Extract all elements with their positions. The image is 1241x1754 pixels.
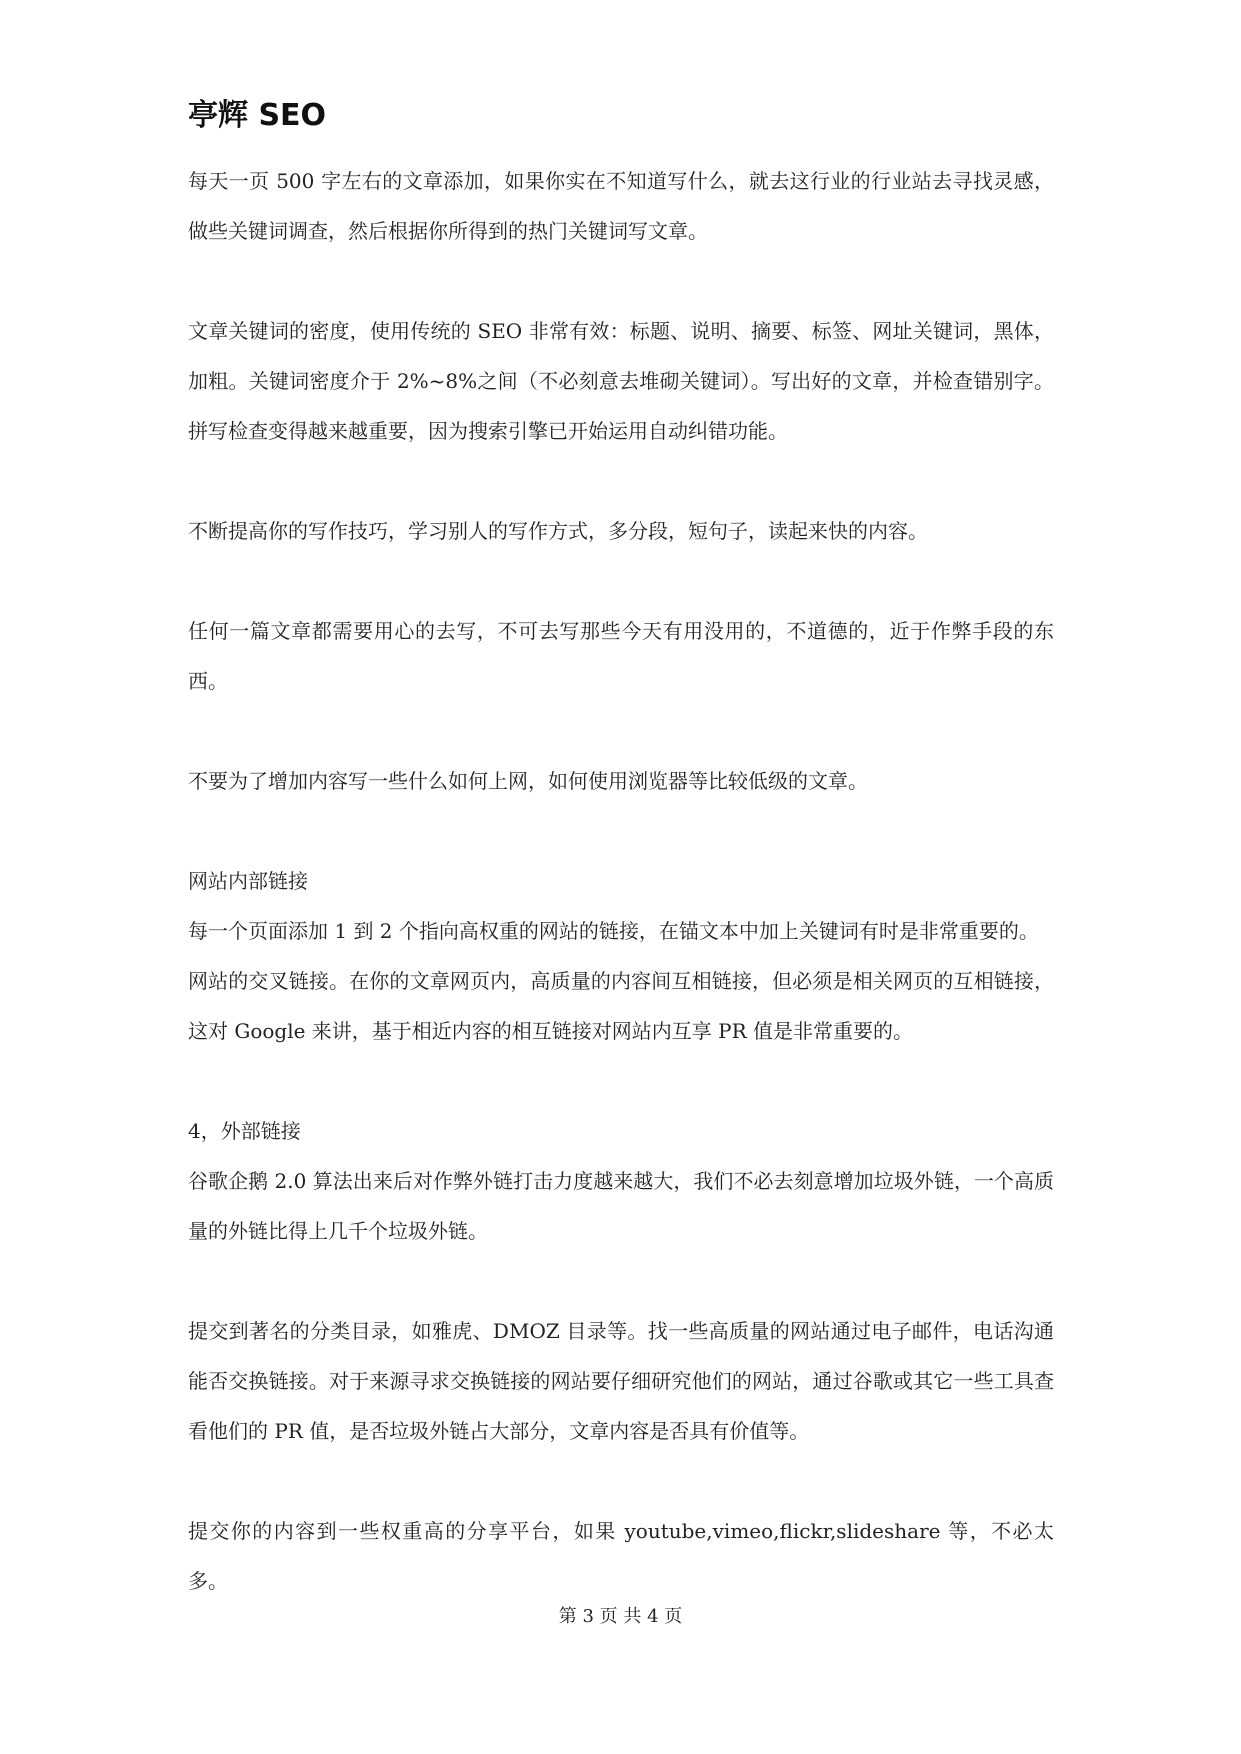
paragraph-gap [188, 806, 1054, 856]
page-number-footer: 第 3 页 共 4 页 [558, 1606, 683, 1627]
paragraph-gap [188, 1456, 1054, 1506]
section-heading-external-links: 4，外部链接 [188, 1119, 301, 1143]
paragraph-daily-article: 每天一页 500 字左右的文章添加，如果你实在不知道写什么，就去这行业的行业站去寻找灵感，做些关键词调查，然后根据你所得到的热门关键词写文章。 [188, 169, 1054, 243]
paragraph-page-links: 每一个页面添加 1 到 2 个指向高权重的网站的链接，在锚文本中加上关键词有时是非常重要的。 [188, 919, 1039, 943]
paragraph-cross-links: 网站的交叉链接。在你的文章网页内，高质量的内容间互相链接，但必须是相关网页的互相链接，这对 Google 来讲，基于相近内容的相互链接对网站内互享 PR 值是非常重要的。 [188, 969, 1054, 1043]
paragraph-keyword-density: 文章关键词的密度，使用传统的 SEO 非常有效：标题、说明、摘要、标签、网址关键词，黑体，加粗。关键词密度介于 2%~8%之间（不必刻意去堆砌关键词）。写出好的文章，并检查错别字。拼写检查变得越来越重要，因为搜索引擎已开始运用自动纠错功能。 [188, 319, 1054, 443]
paragraph-gap [188, 456, 1054, 506]
section-heading-internal-links: 网站内部链接 [188, 869, 308, 893]
paragraph-gap [188, 706, 1054, 756]
paragraph-avoid-low-level: 不要为了增加内容写一些什么如何上网，如何使用浏览器等比较低级的文章。 [188, 769, 868, 793]
paragraph-share-platforms: 提交你的内容到一些权重高的分享平台，如果 youtube,vimeo,flickr,slideshare 等，不必太多。 [188, 1519, 1054, 1593]
page-header: 亭辉 SEO [188, 98, 327, 133]
paragraph-penguin: 谷歌企鹅 2.0 算法出来后对作弊外链打击力度越来越大，我们不必去刻意增加垃圾外链，一个高质量的外链比得上几千个垃圾外链。 [188, 1169, 1054, 1243]
paragraph-gap [188, 1056, 1054, 1106]
document-body [188, 156, 1054, 1606]
paragraph-directories: 提交到著名的分类目录，如雅虎、DMOZ 目录等。找一些高质量的网站通过电子邮件，电话沟通能否交换链接。对于来源寻求交换链接的网站要仔细研究他们的网站，通过谷歌或其它一些工具查看他们的 PR 值，是否垃圾外链占大部分，文章内容是否具有价值等。 [188, 1319, 1054, 1443]
paragraph-gap [188, 556, 1054, 606]
paragraph-gap [188, 1256, 1054, 1306]
paragraph-writing-skills: 不断提高你的写作技巧，学习别人的写作方式，多分段，短句子，读起来快的内容。 [188, 519, 928, 543]
paragraph-gap [188, 256, 1054, 306]
paragraph-write-carefully: 任何一篇文章都需要用心的去写，不可去写那些今天有用没用的，不道德的，近于作弊手段的东西。 [188, 619, 1054, 693]
